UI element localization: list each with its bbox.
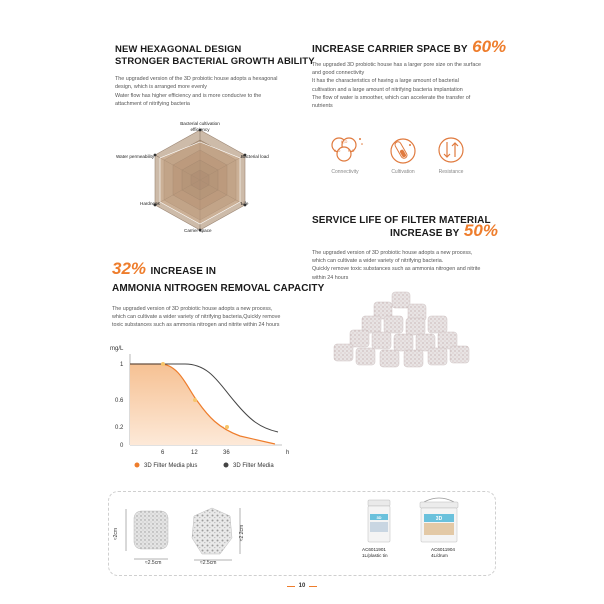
- legend-swatch-plus: [135, 463, 140, 468]
- service-percent: 50%: [463, 221, 498, 240]
- carrier-line: nutrients: [312, 103, 333, 110]
- hexagon-body-2: Water flow has higher efficiency and is more conducive to the attachment of nitrifying bacteria: [115, 93, 262, 108]
- footer-rule-left: [287, 586, 295, 587]
- radar-label-lower-right: Life: [241, 201, 249, 206]
- y-tick-label: 0.2: [115, 425, 124, 431]
- y-tick-label: 0.6: [115, 398, 124, 404]
- hexagon-title-line1: NEW HEXAGONAL DESIGN: [115, 44, 242, 55]
- h2o-label: H₂O: [347, 149, 355, 153]
- svg-text:3D: 3D: [376, 515, 382, 520]
- data-point: [193, 398, 197, 402]
- service-body: [312, 249, 502, 282]
- x-tick-label: 6: [161, 450, 165, 456]
- svg-text:3D: 3D: [435, 516, 443, 522]
- connectivity-icon: [327, 134, 367, 166]
- series-plus-area: [130, 364, 275, 445]
- cultivation-label: Cultivation: [391, 169, 415, 175]
- carrier-line: and good connectivity: [312, 70, 365, 77]
- ammonia-chart: [100, 340, 300, 480]
- product-drum-image: [414, 496, 464, 546]
- h2o-label: H₂O: [340, 140, 348, 144]
- ammonia-title-line2: AMMONIA NITROGEN REMOVAL CAPACITY: [112, 283, 325, 294]
- radar-label-top: Bacterial cultivation efficiency: [180, 121, 220, 132]
- x-tick-label: 36: [223, 450, 230, 456]
- service-title-row2: [390, 221, 498, 241]
- carrier-line: The upgraded 3D probiotic house has a larger pore size on the surface: [312, 62, 482, 68]
- radar-label-bottom: Carrier space: [184, 228, 212, 233]
- legend-label-plus: 3D Filter Media plus: [144, 463, 198, 469]
- service-title-line2: INCREASE BY: [390, 228, 460, 239]
- legend-label-standard: 3D Filter Media: [233, 463, 274, 469]
- service-line: which can cultivate a wider variety of nitrifying bacteria.: [312, 258, 444, 265]
- carrier-body: [312, 61, 502, 110]
- ammonia-line: The upgraded version of 3D probiotic house adopts a new process,: [112, 306, 273, 312]
- cultivation-icon: [388, 136, 418, 166]
- product1-info: [362, 547, 388, 559]
- product2-info: [431, 547, 455, 559]
- ammonia-percent: 32%: [112, 259, 147, 278]
- footer-rule-right: [309, 586, 317, 587]
- h2o-label: H₂O: [333, 149, 341, 153]
- product2-code: AC6011904: [431, 547, 455, 552]
- dim-width-left: ≈2.5cm: [145, 560, 162, 566]
- ammonia-line: which can cultivate a wider variety of nitrifying bacteria,Quickly remove: [112, 314, 281, 321]
- x-tick-label: 12: [191, 450, 198, 456]
- page-footer: [272, 583, 332, 589]
- radar-chart: [115, 115, 285, 240]
- ammonia-line: toxic substances such as ammonia nitrogen and nitrite within 24 hours: [112, 322, 280, 329]
- hexagon-body-1: The upgraded version of the 3D probiotic house adopts a hexagonal design, which is arranged more evenly: [115, 76, 278, 91]
- radar-label-lower-left: Hardness: [140, 201, 160, 206]
- carrier-title-row: [312, 37, 506, 57]
- product-tin-image: [364, 498, 394, 546]
- chart-xlabel: h: [286, 450, 290, 456]
- carrier-line: It has the characteristics of having a large amount of bacterial: [312, 78, 459, 85]
- ammonia-title-row1: [112, 259, 216, 279]
- dim-height-right: ≈2.2cm: [239, 524, 246, 542]
- service-line: within 24 hours: [312, 274, 349, 281]
- dim-height-left: ≈2cm: [113, 527, 120, 541]
- service-line: Quickly remove toxic substances such as ammonia nitrogen and nitrite: [312, 266, 481, 273]
- carrier-percent: 60%: [472, 37, 507, 56]
- resistance-icon: [436, 135, 466, 165]
- radar-label-upper-right: Bacterial load: [241, 154, 269, 159]
- service-line: The upgraded version of 3D probiotic house adopts a new process,: [312, 250, 473, 256]
- legend-swatch-standard: [224, 463, 229, 468]
- page-number: 10: [298, 583, 306, 589]
- filter-media-pile-image: [322, 286, 482, 374]
- service-title-line1: SERVICE LIFE OF FILTER MATERIAL: [312, 215, 491, 226]
- ammonia-title-line1: INCREASE IN: [150, 266, 217, 277]
- product2-pack: 4L/drum: [431, 553, 448, 558]
- data-point: [161, 362, 165, 366]
- carrier-title: INCREASE CARRIER SPACE BY: [312, 44, 468, 55]
- radar-label-upper-left: Water permeability: [116, 154, 155, 159]
- product1-pack: 1L/plastic tin: [362, 553, 388, 558]
- resistance-label: Resistance: [438, 169, 464, 175]
- connectivity-label: Connectivity: [331, 169, 359, 175]
- dim-width-right: ≈2.5cm: [200, 560, 217, 566]
- product1-code: AC6011901: [362, 547, 386, 552]
- chart-ylabel: mg/L: [110, 346, 124, 352]
- ammonia-body: [112, 305, 302, 330]
- hexagon-title-line2: STRONGER BACTERIAL GROWTH ABILITY: [115, 56, 315, 67]
- data-point: [225, 425, 229, 429]
- y-tick-label: 0: [120, 443, 124, 449]
- carrier-line: The flow of water is smoother, which can accelerate the transfer of: [312, 94, 471, 101]
- y-tick-label: 1: [120, 362, 124, 368]
- carrier-line: cultivation and a large amount of nitrifying bacteria implantation: [312, 86, 463, 93]
